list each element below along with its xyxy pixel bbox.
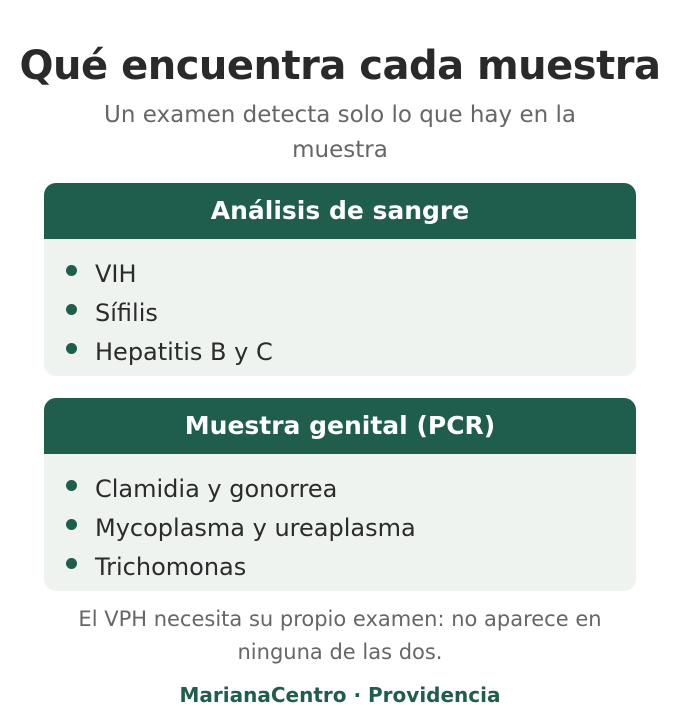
genital-sample-card-header: Muestra genital (PCR) <box>44 398 636 454</box>
list-item <box>66 547 636 586</box>
bullet-icon <box>66 558 77 569</box>
list-item <box>66 293 636 332</box>
list-item-label: Sífilis <box>95 298 158 327</box>
genital-sample-list <box>44 454 636 586</box>
blood-test-card <box>44 183 636 376</box>
list-item-label: Hepatitis B y C <box>95 337 273 366</box>
list-item-label: Mycoplasma y ureaplasma <box>95 513 416 542</box>
list-item <box>66 254 636 293</box>
bullet-icon <box>66 304 77 315</box>
bullet-icon <box>66 519 77 530</box>
list-item <box>66 508 636 547</box>
list-item <box>66 469 636 508</box>
footnote: El VPH necesita su propio examen: no aparece en ninguna de las dos. <box>78 607 602 664</box>
bullet-icon <box>66 343 77 354</box>
list-item-label: Clamidia y gonorrea <box>95 474 338 503</box>
blood-test-card-header: Análisis de sangre <box>44 183 636 239</box>
bullet-icon <box>66 480 77 491</box>
bullet-icon <box>66 265 77 276</box>
page-title: Qué encuentra cada muestra <box>19 43 661 89</box>
brand-label: MarianaCentro · Providencia <box>179 683 501 707</box>
blood-test-list <box>44 239 636 371</box>
list-item-label: Trichomonas <box>95 552 247 581</box>
genital-sample-card <box>44 398 636 591</box>
list-item <box>66 332 636 371</box>
page-subtitle: Un examen detecta solo lo que hay en la muestra <box>104 102 576 163</box>
list-item-label: VIH <box>95 259 137 288</box>
